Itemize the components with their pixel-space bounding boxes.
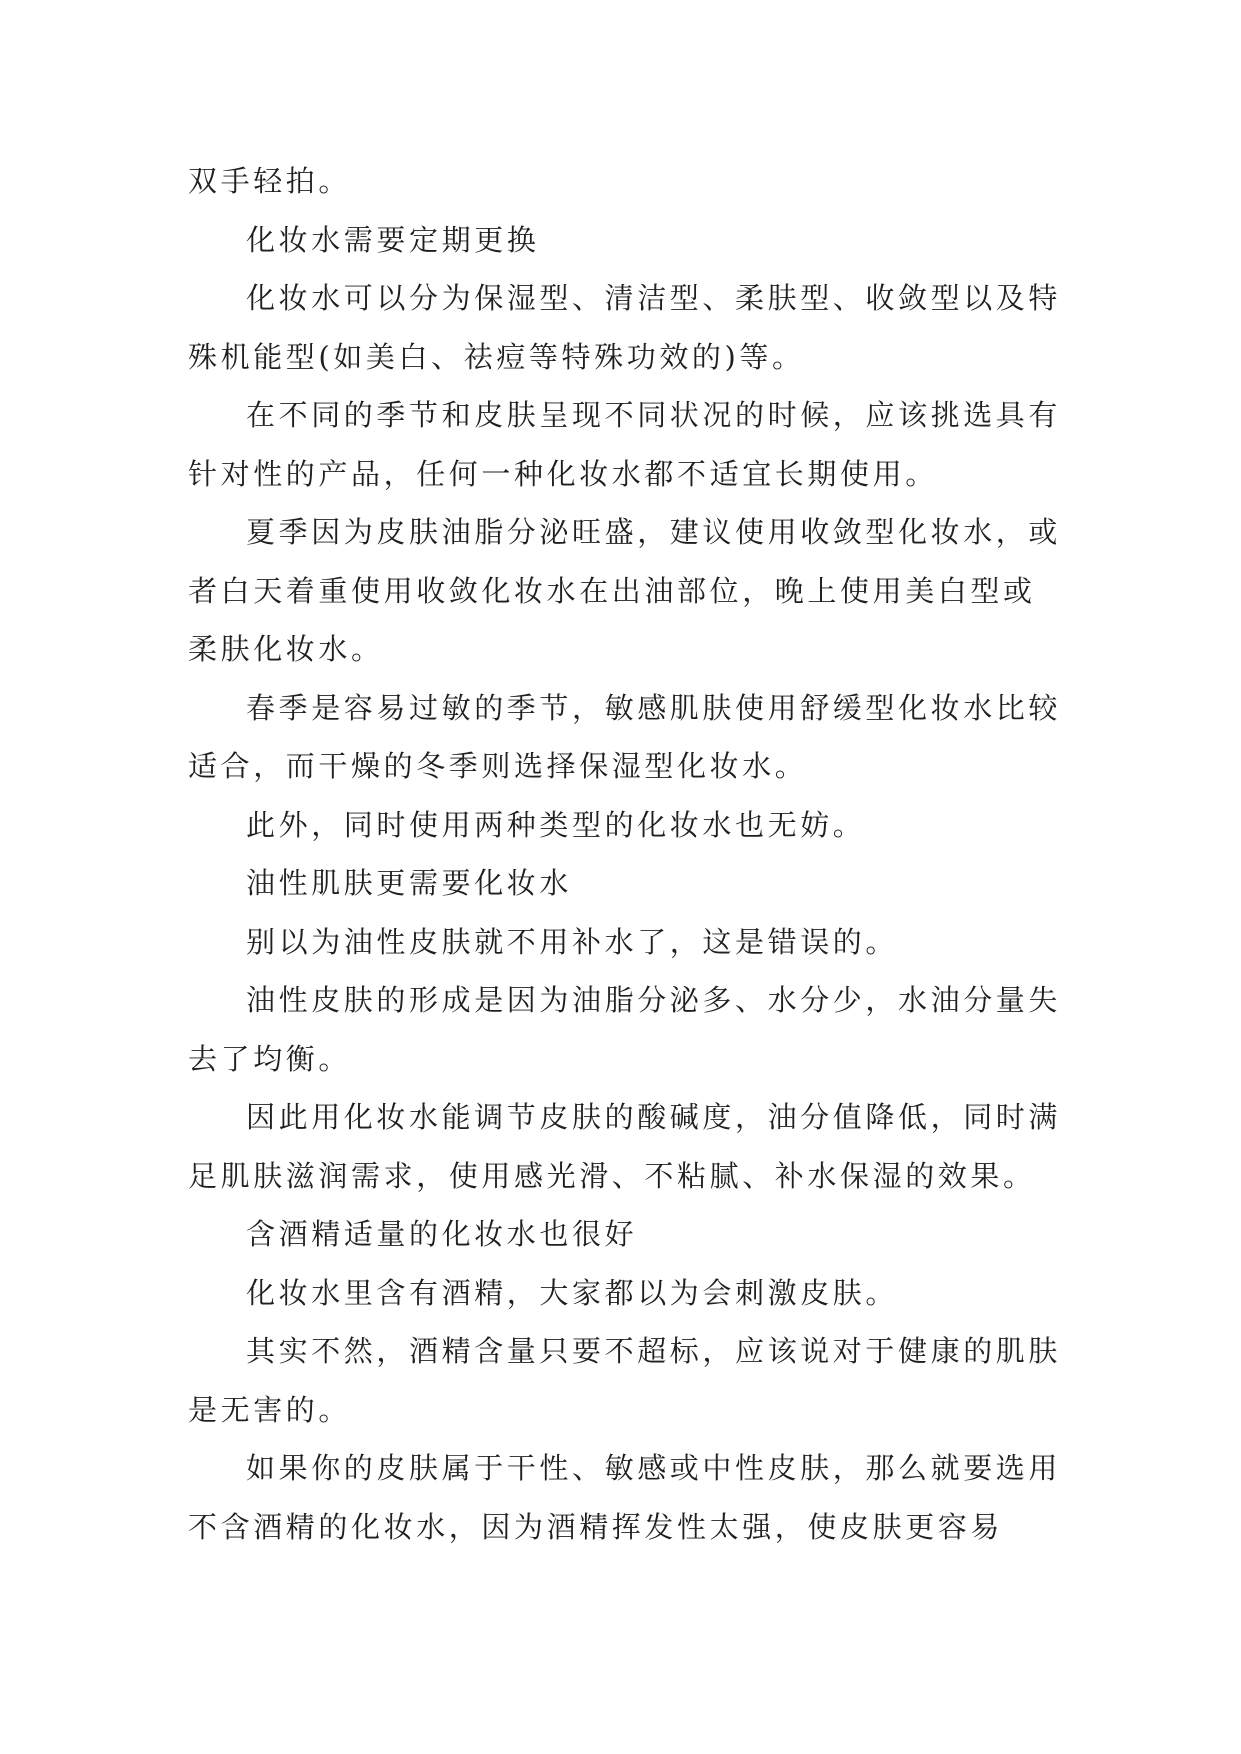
section-heading: 化妆水需要定期更换 (246, 222, 540, 257)
paragraph: 化妆水可以分为保湿型、清洁型、柔肤型、收敛型以及特殊机能型(如美白、祛痘等特殊功效的)等。 (188, 281, 1062, 374)
paragraph: 其实不然，酒精含量只要不超标，应该说对于健康的肌肤是无害的。 (188, 1334, 1062, 1427)
paragraph: 夏季因为皮肤油脂分泌旺盛，建议使用收敛型化妆水，或者白天着重使用收敛化妆水在出油部位，晚上使用美白型或柔肤化妆水。 (188, 515, 1062, 666)
document-body (188, 152, 1068, 1556)
paragraph: 因此用化妆水能调节皮肤的酸碱度，油分值降低，同时满足肌肤滋润需求，使用感光滑、不粘腻、补水保湿的效果。 (188, 1100, 1062, 1193)
section-heading: 含酒精适量的化妆水也很好 (246, 1217, 638, 1251)
paragraph: 如果你的皮肤属于干性、敏感或中性皮肤，那么就要选用不含酒精的化妆水，因为酒精挥发性太强，使皮肤更容易 (188, 1451, 1062, 1544)
paragraph: 此外，同时使用两种类型的化妆水也无妨。 (246, 807, 866, 842)
paragraph: 化妆水里含有酒精，大家都以为会刺激皮肤。 (246, 1275, 899, 1310)
paragraph: 别以为油性皮肤就不用补水了，这是错误的。 (246, 924, 899, 959)
section-heading: 油性肌肤更需要化妆水 (246, 866, 573, 900)
paragraph: 在不同的季节和皮肤呈现不同状况的时候，应该挑选具有针对性的产品，任何一种化妆水都不适宜长期使用。 (188, 398, 1062, 491)
paragraph: 油性皮肤的形成是因为油脂分泌多、水分少，水油分量失去了均衡。 (188, 983, 1062, 1076)
paragraph: 双手轻拍。 (188, 164, 352, 198)
paragraph: 春季是容易过敏的季节，敏感肌肤使用舒缓型化妆水比较适合，而干燥的冬季则选择保湿型化妆水。 (188, 690, 1062, 783)
